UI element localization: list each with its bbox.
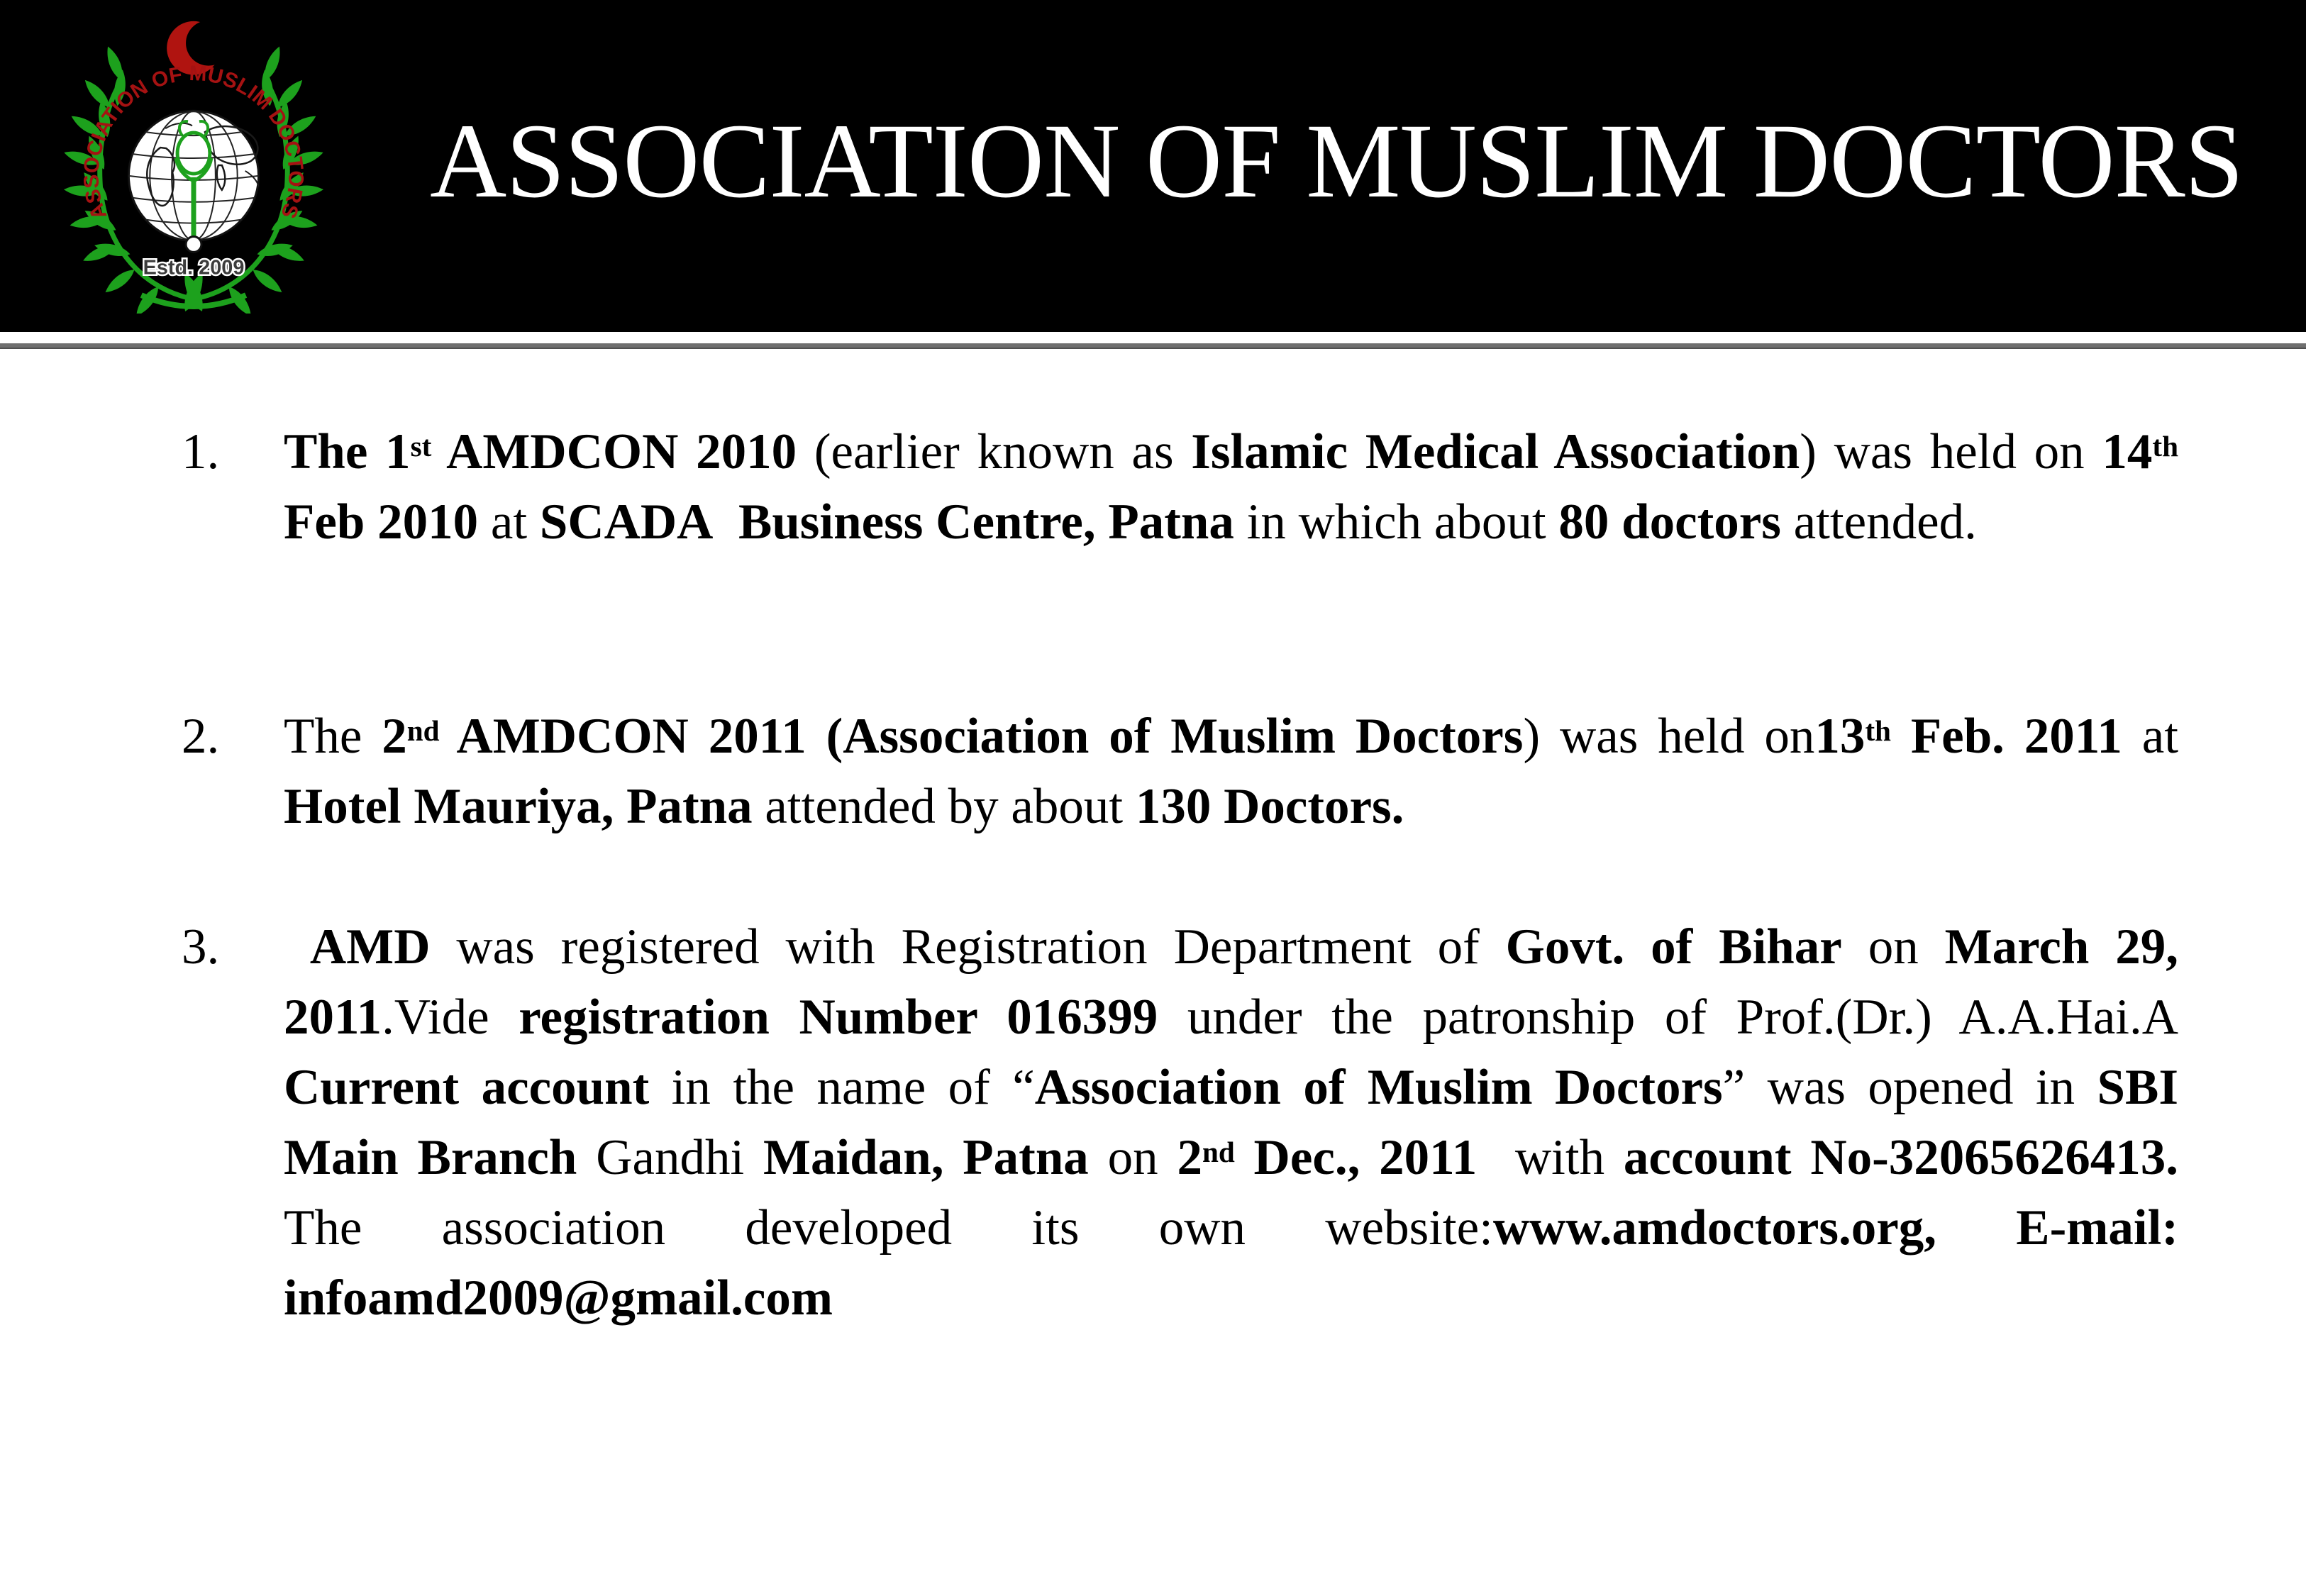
list-item [0, 912, 2306, 1334]
list-number: 3. [182, 919, 220, 975]
list-item [0, 702, 2306, 842]
list-number: 1. [182, 424, 220, 480]
logo-estd-text: Estd. 2009 [143, 256, 245, 279]
list-text: AMD was registered with Registration Department of Govt. of Bihar on March 29, 2011.Vide registration Number 016399 under the patronship of Prof.(Dr.) A.A.Hai.A Current account in the name of “Association of Muslim Doctors” was opened in SBI Main Branch Gandhi Maidan, Patna on 2nd Dec., 2011 with account No-32065626413. The association developed its own website:www.amdoctors.org, E-mail: infoamd2009@gmail.com [284, 919, 2179, 1326]
logo-arc-text: ASSOCIATION OF MUSLIM DOCTORS [79, 61, 308, 223]
list-item [0, 417, 2306, 558]
list-text: The 1st AMDCON 2010 (earlier known as Islamic Medical Association) was held on 14th Feb 2010 at SCADA Business Centre, Patna in which about 80 doctors attended. [284, 424, 2178, 550]
page-title: ASSOCIATION OF MUSLIM DOCTORS [430, 102, 2244, 220]
list-text: The 2nd AMDCON 2011 (Association of Muslim Doctors) was held on13th Feb. 2011 at Hotel Mauriya, Patna attended by about 130 Doctors. [284, 709, 2178, 834]
list-number: 2. [182, 709, 220, 764]
